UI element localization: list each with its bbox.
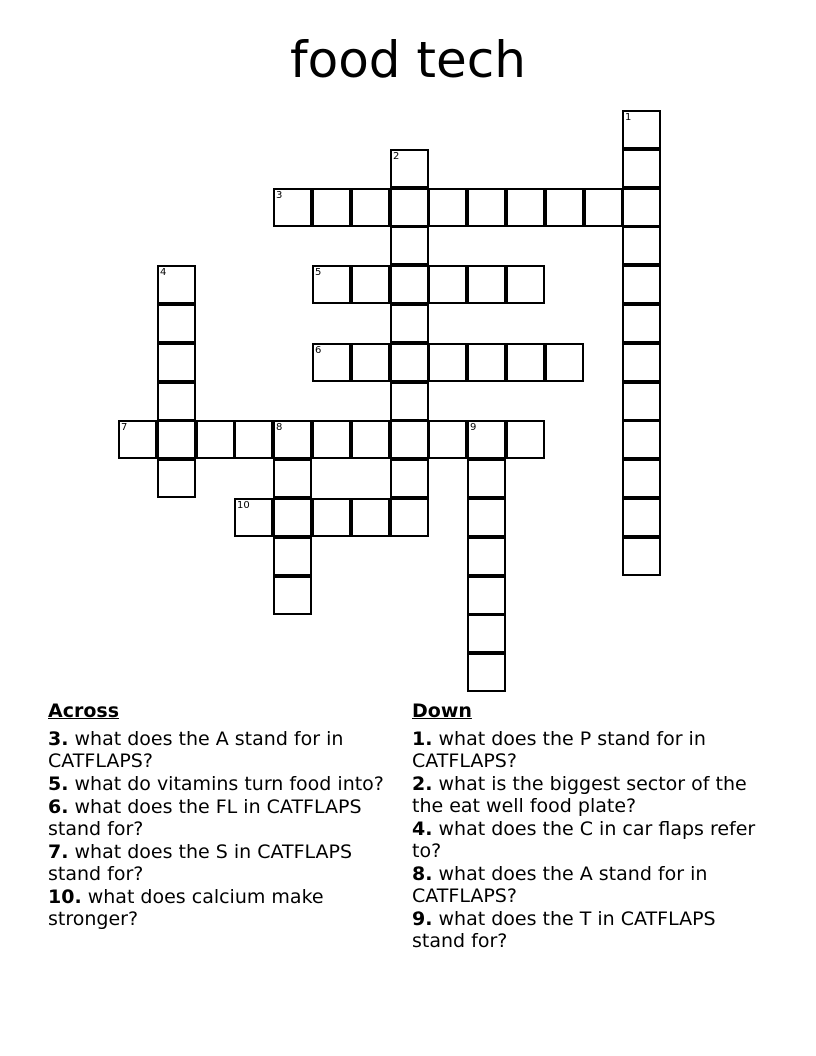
grid-cell[interactable] [622, 149, 661, 188]
grid-cell[interactable] [622, 110, 661, 149]
grid-cell[interactable] [622, 226, 661, 265]
clue-text: what is the biggest sector of the the eat well food plate? [412, 773, 747, 817]
down-clues [412, 700, 762, 953]
grid-cell[interactable] [351, 343, 390, 382]
grid-cell[interactable] [467, 188, 506, 227]
clue-text: what does the P stand for in CATFLAPS? [412, 728, 706, 772]
grid-cell[interactable] [390, 149, 429, 188]
grid-cell[interactable] [157, 265, 196, 304]
clue-text: what does the T in CATFLAPS stand for? [412, 908, 716, 952]
grid-cell[interactable] [467, 343, 506, 382]
grid-cell[interactable] [428, 343, 467, 382]
clue-number: 8. [412, 863, 433, 885]
grid-cell[interactable] [622, 265, 661, 304]
grid-cell[interactable] [118, 420, 157, 459]
clue-number-label: 7 [121, 422, 128, 433]
grid-cell[interactable] [622, 304, 661, 343]
grid-cell[interactable] [273, 420, 312, 459]
grid-cell[interactable] [157, 459, 196, 498]
down-clue [412, 773, 762, 817]
clue-text: what does the FL in CATFLAPS stand for? [48, 796, 362, 840]
clue-number: 3. [48, 728, 69, 750]
grid-cell[interactable] [273, 188, 312, 227]
grid-cell[interactable] [622, 459, 661, 498]
grid-cell[interactable] [351, 265, 390, 304]
clue-number: 7. [48, 841, 69, 863]
clue-text: what does calcium make stronger? [48, 886, 324, 930]
grid-cell[interactable] [622, 420, 661, 459]
clue-number-label: 6 [315, 345, 322, 356]
grid-cell[interactable] [390, 304, 429, 343]
grid-cell[interactable] [467, 576, 506, 615]
clue-number-label: 3 [276, 190, 283, 201]
clue-number-label: 2 [393, 151, 400, 162]
page-title: food tech [290, 31, 526, 89]
grid-cell[interactable] [428, 188, 467, 227]
clue-number: 6. [48, 796, 69, 818]
grid-cell[interactable] [273, 459, 312, 498]
clue-number: 9. [412, 908, 433, 930]
clue-text: what does the A stand for in CATFLAPS? [412, 863, 708, 907]
grid-cell[interactable] [390, 420, 429, 459]
grid-cell[interactable] [273, 537, 312, 576]
down-clue [412, 908, 762, 952]
grid-cell[interactable] [622, 498, 661, 537]
down-heading: Down [412, 700, 472, 722]
clue-text: what does the S in CATFLAPS stand for? [48, 841, 353, 885]
grid-cell[interactable] [312, 420, 351, 459]
grid-cell[interactable] [545, 343, 584, 382]
across-clues [48, 700, 393, 931]
clue-text: what does the C in car flaps refer to? [412, 818, 756, 862]
grid-cell[interactable] [390, 343, 429, 382]
clue-number: 2. [412, 773, 433, 795]
across-clue [48, 728, 393, 772]
grid-cell[interactable] [584, 188, 623, 227]
clue-number: 10. [48, 886, 82, 908]
grid-cell[interactable] [506, 343, 545, 382]
grid-cell[interactable] [234, 498, 273, 537]
clue-number: 1. [412, 728, 433, 750]
clue-number-label: 4 [160, 267, 167, 278]
grid-cell[interactable] [622, 382, 661, 421]
clue-number-label: 1 [625, 112, 632, 123]
grid-cell[interactable] [428, 420, 467, 459]
across-clue [48, 841, 393, 885]
down-clue [412, 728, 762, 772]
grid-cell[interactable] [390, 265, 429, 304]
grid-cell[interactable] [390, 459, 429, 498]
down-clue [412, 818, 762, 862]
grid-cell[interactable] [312, 265, 351, 304]
grid-cell[interactable] [196, 420, 235, 459]
grid-cell[interactable] [351, 498, 390, 537]
grid-cell[interactable] [157, 343, 196, 382]
grid-cell[interactable] [312, 188, 351, 227]
clue-text: what does the A stand for in CATFLAPS? [48, 728, 344, 772]
grid-cell[interactable] [273, 498, 312, 537]
grid-cell[interactable] [273, 576, 312, 615]
clue-number: 5. [48, 773, 69, 795]
grid-cell[interactable] [622, 188, 661, 227]
grid-cell[interactable] [390, 382, 429, 421]
clue-number-label: 8 [276, 422, 283, 433]
across-heading: Across [48, 700, 120, 722]
grid-cell[interactable] [467, 614, 506, 653]
grid-cell[interactable] [467, 459, 506, 498]
clue-number-label: 9 [470, 422, 477, 433]
down-clue [412, 863, 762, 907]
grid-cell[interactable] [622, 343, 661, 382]
grid-cell[interactable] [157, 304, 196, 343]
grid-cell[interactable] [157, 382, 196, 421]
grid-cell[interactable] [622, 537, 661, 576]
across-clue [48, 886, 393, 930]
grid-cell[interactable] [467, 420, 506, 459]
across-clue [48, 773, 393, 795]
grid-cell[interactable] [390, 498, 429, 537]
grid-cell[interactable] [467, 537, 506, 576]
grid-cell[interactable] [506, 188, 545, 227]
clue-number-label: 5 [315, 267, 322, 278]
grid-cell[interactable] [506, 265, 545, 304]
grid-cell[interactable] [312, 343, 351, 382]
grid-cell[interactable] [467, 265, 506, 304]
grid-cell[interactable] [234, 420, 273, 459]
grid-cell[interactable] [545, 188, 584, 227]
clue-number: 4. [412, 818, 433, 840]
grid-cell[interactable] [467, 653, 506, 692]
grid-cell[interactable] [428, 265, 467, 304]
grid-cell[interactable] [312, 498, 351, 537]
grid-cell[interactable] [157, 420, 196, 459]
across-clue [48, 796, 393, 840]
grid-cell[interactable] [467, 498, 506, 537]
grid-cell[interactable] [506, 420, 545, 459]
grid-cell[interactable] [390, 188, 429, 227]
clue-text: what do vitamins turn food into? [74, 773, 384, 795]
clue-number-label: 10 [237, 500, 250, 511]
grid-cell[interactable] [351, 188, 390, 227]
grid-cell[interactable] [351, 420, 390, 459]
grid-cell[interactable] [390, 226, 429, 265]
